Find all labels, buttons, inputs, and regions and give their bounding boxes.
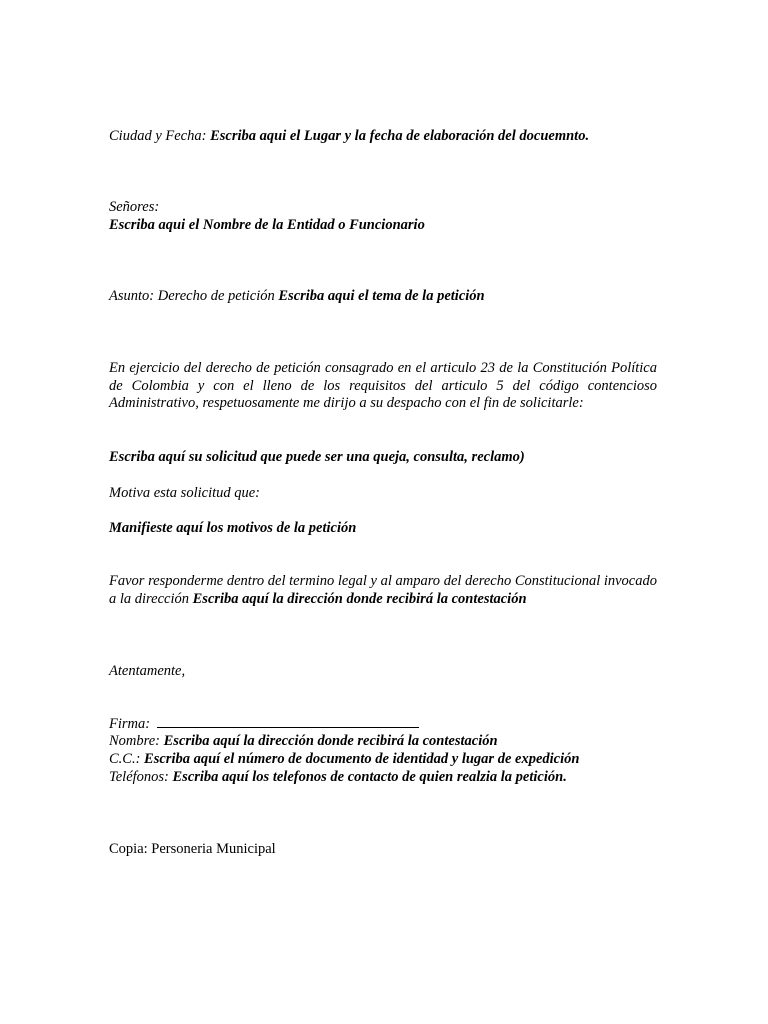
favor-paragraph xyxy=(109,573,657,608)
asunto-value: Escriba aqui el tema de la petición xyxy=(278,288,485,304)
nombre-value: Escriba aquí la dirección donde recibirá la contestación xyxy=(163,733,498,749)
ciudad-fecha-value: Escriba aqui el Lugar y la fecha de elaboración del docuemnto. xyxy=(210,128,590,144)
ciudad-fecha-label: Ciudad y Fecha: xyxy=(109,128,211,144)
motiva-text: Motiva esta solicitud que: xyxy=(109,485,261,501)
favor-value: Escriba aquí la dirección donde recibirá la contestación xyxy=(192,590,527,607)
nombre-line xyxy=(109,733,498,750)
intro-paragraph: En ejercicio del derecho de petición consagrado en el articulo 23 de la Constitución Política de Colombia y con el lleno de los requisitos del articulo 5 del código contencioso Administrativo, respetuosamente me dirijo a su despacho con el fin de solicitarle: xyxy=(109,360,657,411)
telefonos-label: Teléfonos: xyxy=(109,769,173,785)
motivos-text: Manifieste aquí los motivos de la petición xyxy=(109,520,357,536)
atentamente-text: Atentamente, xyxy=(109,663,186,679)
cc-value: Escriba aquí el número de documento de identidad y lugar de expedición xyxy=(144,751,580,767)
telefonos-value: Escriba aquí los telefonos de contacto de quien realzia la petición. xyxy=(172,769,567,785)
ciudad-fecha-line xyxy=(109,128,589,145)
nombre-label: Nombre: xyxy=(109,733,164,749)
favor-text: Favor responderme dentro del termino legal y al amparo del derecho Constitucional invocado a la dirección xyxy=(109,573,657,607)
asunto-label: Asunto: Derecho de petición xyxy=(109,288,279,304)
firma-label: Firma: xyxy=(109,716,154,732)
firma-line xyxy=(109,715,419,733)
telefonos-line xyxy=(109,769,567,786)
signature-line xyxy=(157,715,419,728)
asunto-line xyxy=(109,288,485,305)
cc-label: C.C.: xyxy=(109,751,145,767)
copia-text: Copia: Personeria Municipal xyxy=(109,841,276,857)
senores-value: Escriba aqui el Nombre de la Entidad o Funcionario xyxy=(109,217,425,233)
solicitud-text: Escriba aquí su solicitud que puede ser una queja, consulta, reclamo) xyxy=(109,449,525,465)
senores-label: Señores: xyxy=(109,199,160,215)
cc-line xyxy=(109,751,579,768)
